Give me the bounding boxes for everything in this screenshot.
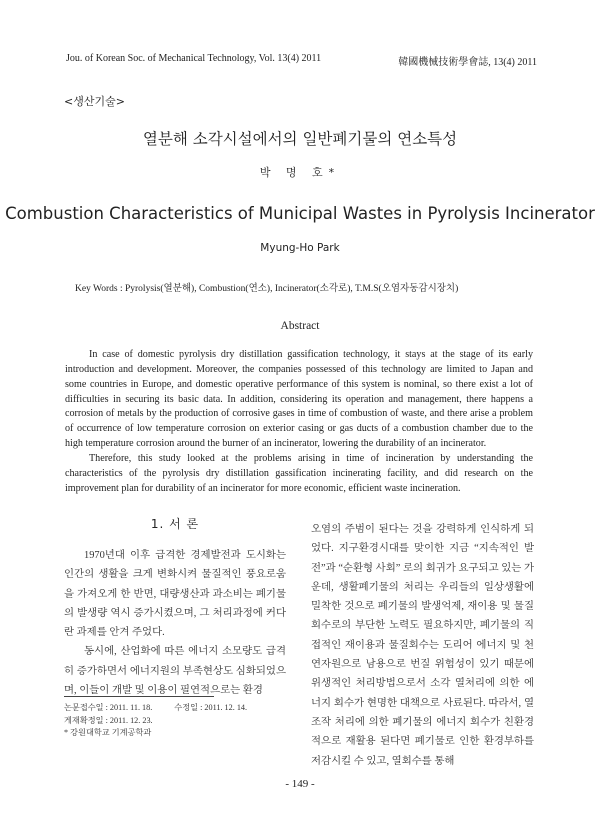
journal-header-english: Jou. of Korean Soc. of Mechanical Technology, Vol. 13(4) 2011 xyxy=(66,53,322,64)
footnotes xyxy=(64,702,247,740)
abstract-body xyxy=(65,348,533,496)
section-tag: <생산기술> xyxy=(64,95,125,108)
body-paragraph: 1970년대 이후 급격한 경제발전과 도시화는 인간의 생활을 크게 변화시켜 물질적인 풍요로움을 가져오게 한 반면, 대량생산과 과소비는 폐기물의 발생량 역시 증가시켰으며, 그 처리과정에 커다란 과제를 안겨 주었다. xyxy=(64,550,286,639)
revised-date: 수정일 : 2011. 12. 14. xyxy=(174,703,248,712)
keywords-line: Key Words : Pyrolysis(열분해), Combustion(연소), Incinerator(소각로), T.M.S(오염자동감시장치) xyxy=(75,284,459,294)
accepted-date: 게재확정일 : 2011. 12. 23. xyxy=(64,715,153,725)
body-paragraph: 오염의 주범이 된다는 것을 강력하게 인식하게 되었다. 지구환경시대를 맞이한 지금 “지속적인 발전”과 “순환형 사회” 로의 회귀가 요구되고 있는 가운데, 생활폐기물의 처리는 우리들의 일상생활에 밀착한 것으로 폐기물의 발생억제, 재이용 및 물질회수로의 부단한 노력도 필요하지만, 폐기물의 직접적인 재이용과 물질회수는 도리어 에너지 및 천연자원으로 남용으로 번질 위험성이 있기 때문에 위생적인 처리방법으로서 소각 열처리에 의한 에너지 회수가 현명한 대책으로 사료된다. 따라서, 열조작 처리에 의한 폐기물의 에너지 회수가 친환경적으로 재활용 된다면 폐기물로 인한 환경부하를 저감시킬 수 있고, 열회수를 통해 xyxy=(311,524,534,767)
page-number: - 149 - xyxy=(285,778,315,790)
journal-header-korean: 韓國機械技術學會誌, 13(4) 2011 xyxy=(398,57,537,68)
body-column-right xyxy=(311,520,534,771)
abstract-paragraph: Therefore, this study looked at the problems arising in time of incineration by understanding the characteristics of the pyrolysis dry distillation gassification incinerating facility, and did research on the improvement plan for durability of an incinerator for more economic, efficient waste incineration. xyxy=(65,452,533,494)
paper-title-english: Combustion Characteristics of Municipal Wastes in Pyrolysis Incinerator xyxy=(5,204,595,223)
abstract-paragraph: In case of domestic pyrolysis dry distillation gassification technology, it stays at the stage of its early introduction and development. Moreover, the companies possessed of this technology are limited to Japan and some countries in Europe, and domestic operative performance of this system is nominal, so there exist a lot of difficulties in securing its basic data. In addition, considering its operation and management, there happens a corrosion of metals by the production of corrosive gases in time of combustion of waste, and there arise a problem of occurrence of low temperature corrosion on exterior casing or gas ducts of a combustion chamber due to the high temperature corrosion around the burner of an incinerator, lowering the durability of an incinerator. xyxy=(65,349,533,450)
body-column-left xyxy=(64,546,286,700)
footnote-divider xyxy=(64,696,214,697)
author-affiliation: * 강원대학교 기계공학과 xyxy=(64,728,152,737)
paper-title-korean: 열분해 소각시설에서의 일반폐기물의 연소특성 xyxy=(142,130,458,148)
footnote-dates xyxy=(64,702,247,715)
author-english: Myung-Ho Park xyxy=(260,242,340,254)
received-date: 논문접수일 : 2011. 11. 18. xyxy=(64,703,153,712)
author-korean: 박 명 호* xyxy=(259,166,341,179)
body-paragraph: 동시에, 산업화에 따른 에너지 소모량도 급격히 증가하면서 에너지원의 부족현상도 심화되었으며, 이들이 개발 및 이용이 필연적으로는 환경 xyxy=(64,646,286,697)
abstract-heading: Abstract xyxy=(280,320,320,332)
section-heading-introduction: 1. 서 론 xyxy=(150,517,200,531)
